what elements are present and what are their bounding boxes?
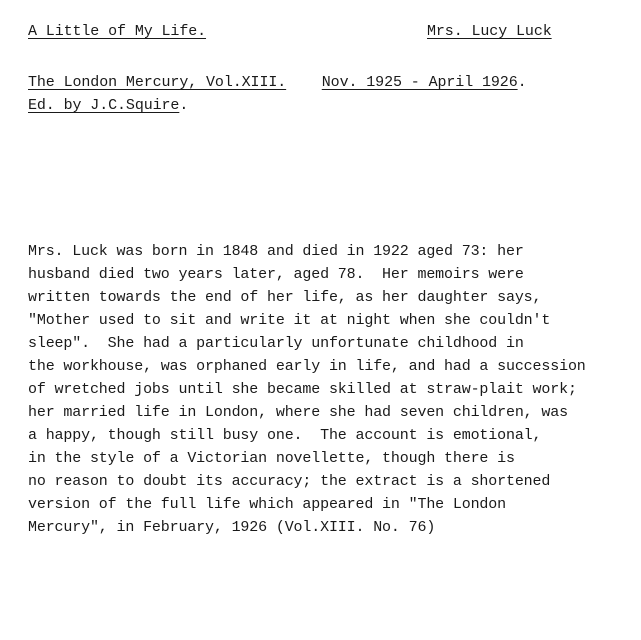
body-line: Mrs. Luck was born in 1848 and died in 1922 aged 73: her (28, 243, 524, 260)
source-line (28, 73, 527, 93)
source-dates: Nov. 1925 - April 1926 (321, 74, 518, 91)
body-line: the workhouse, was orphaned early in life, and had a succession (28, 358, 586, 375)
body-line: version of the full life which appeared in "The London (28, 496, 506, 513)
body-line: sleep". She had a particularly unfortunate childhood in (28, 335, 524, 352)
body-line: in the style of a Victorian novellette, though there is (28, 450, 515, 467)
document-author: Mrs. Lucy Luck (427, 23, 552, 40)
body-line: of wretched jobs until she became skilled at straw-plait work; (28, 381, 577, 398)
source-dates-period: . (517, 74, 527, 91)
body-line: her married life in London, where she had seven children, was (28, 404, 568, 421)
body-line: no reason to doubt its accuracy; the extract is a shortened (28, 473, 551, 490)
body-line: Mercury", in February, 1926 (Vol.XIII. No. 76) (28, 519, 436, 536)
editor-line (28, 96, 188, 116)
body-line: "Mother used to sit and write it at night when she couldn't (28, 312, 551, 329)
document-title: A Little of My Life. (28, 23, 207, 40)
source-editor: Ed. by J.C.Squire (28, 97, 180, 114)
body-line: a happy, though still busy one. The account is emotional, (28, 427, 542, 444)
body-line: written towards the end of her life, as her daughter says, (28, 289, 542, 306)
source-publication: The London Mercury, Vol.XIII. (28, 74, 287, 91)
source-editor-period: . (179, 97, 189, 114)
body-line: husband died two years later, aged 78. Her memoirs were (28, 266, 524, 283)
